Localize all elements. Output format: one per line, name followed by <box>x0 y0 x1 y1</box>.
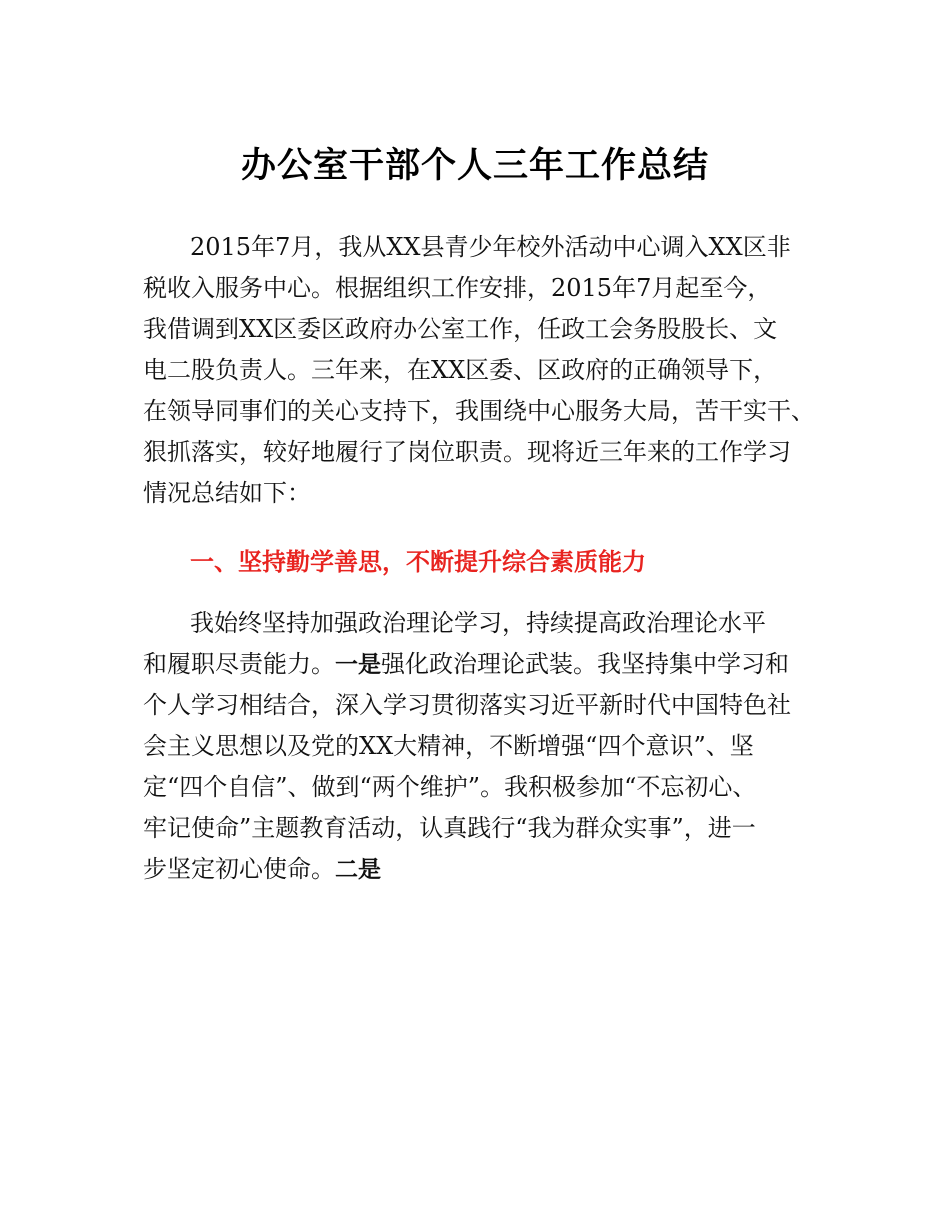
section-line-3: 个人学习相结合，深入学习贯彻落实习近平新时代中国特色社 <box>143 691 791 719</box>
intro-line-6: 狠抓落实，较好地履行了岗位职责。现将近三年来的工作学习 <box>143 438 791 466</box>
document-title: 办公室干部个人三年工作总结 <box>240 145 709 186</box>
section-line-2-text-a: 和履职尽责能力。 <box>143 650 335 678</box>
section-line-6: 牢记使命”主题教育活动，认真践行“我为群众实事”，进一 <box>143 814 756 842</box>
intro-line-2: 税收入服务中心。根据组织工作安排，2015年7月起至今， <box>143 274 772 302</box>
section-line-1: 我始终坚持加强政治理论学习，持续提高政治理论水平 <box>190 609 766 637</box>
intro-line-7: 情况总结如下： <box>143 479 311 507</box>
intro-line-3: 我借调到XX区委区政府办公室工作，任政工会务股股长、文 <box>143 315 778 343</box>
intro-line-4: 电二股负责人。三年来，在XX区委、区政府的正确领导下， <box>143 356 778 384</box>
intro-line-5: 在领导同事们的关心支持下，我围绕中心服务大局，苦干实干、 <box>143 397 815 425</box>
section-line-5: 定“四个自信”、做到“两个维护”。我积极参加“不忘初心、 <box>143 773 757 801</box>
section-line-7 <box>143 852 381 887</box>
section-line-4: 会主义思想以及党的XX大精神，不断增强“四个意识”、坚 <box>143 732 754 760</box>
section-heading: 一、坚持勤学善思，不断提升综合素质能力 <box>190 548 646 576</box>
point-one-marker: 一是 <box>335 652 381 678</box>
point-two-marker: 二是 <box>335 857 381 883</box>
section-line-2 <box>143 647 789 682</box>
section-line-7-text: 步坚定初心使命。 <box>143 855 335 883</box>
intro-line-1: 2015年7月，我从XX县青少年校外活动中心调入XX区非 <box>190 233 791 261</box>
section-line-2-text-b: 强化政治理论武装。我坚持集中学习和 <box>381 650 789 678</box>
